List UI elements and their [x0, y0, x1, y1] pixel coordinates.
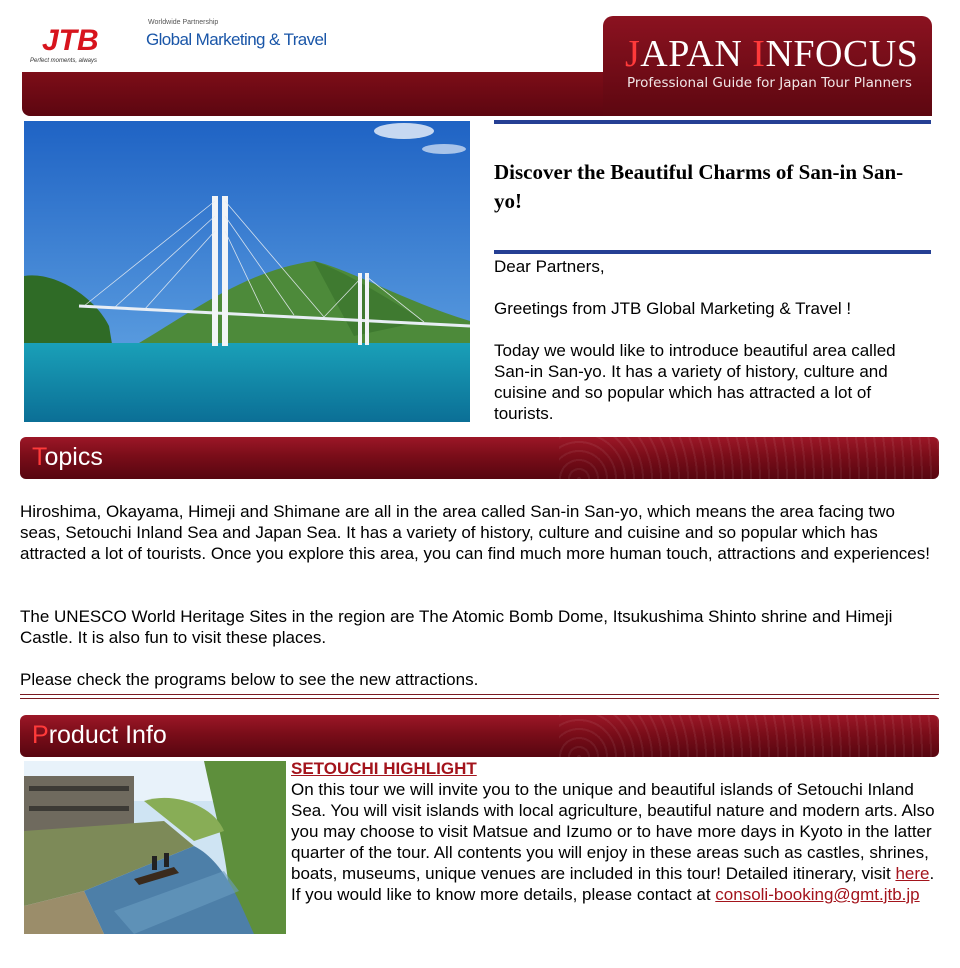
contact-text: If you would like to know more details, please contact at	[291, 885, 716, 904]
topics-paragraph-1: Hiroshima, Okayama, Himeji and Shimane are all in the area called San-in San-yo, which means the area facing two seas, Setouchi Inland Sea and Japan Sea. It has a variety of history, culture and cuisine and so popular which has attracted a lot of tourists. Once you explore this area, you can find much more human touch, attractions and experiences!	[20, 502, 930, 563]
japan-infocus-banner	[603, 16, 932, 116]
canal-boat-photo	[24, 761, 286, 934]
topics-paragraph-3: Please check the programs below to see the new attractions.	[20, 670, 479, 689]
greeting-line: Greetings from JTB Global Marketing & Travel !	[494, 299, 852, 318]
bar-pattern	[559, 715, 939, 757]
topics-paragraph-2: The UNESCO World Heritage Sites in the region are The Atomic Bomb Dome, Itsukushima Shinto shrine and Himeji Castle. It is also fun to visit these places.	[20, 607, 893, 647]
product-title-link[interactable]: SETOUCHI HIGHLIGHT	[291, 759, 477, 778]
greeting-salutation: Dear Partners,	[494, 257, 605, 276]
bridge-landscape-photo	[24, 121, 470, 422]
jtb-logo[interactable]	[40, 22, 102, 58]
product-section-bar	[20, 715, 939, 757]
partner-caption: Worldwide Partnership	[148, 19, 219, 26]
contact-email-link[interactable]: consoli-booking@gmt.jtb.jp	[715, 885, 920, 904]
svg-text:JTB: JTB	[42, 24, 99, 57]
jtb-tagline: Perfect moments, always	[30, 58, 98, 64]
product-description: On this tour we will invite you to the unique and beautiful islands of Setouchi Inland Sea. You will visit islands with local agriculture, beautiful nature and modern arts. Also you may choose to visit Matsue and Izumo or to have more days in Kyoto in the latter quarter of the tour. All contents you will enjoy in these areas such as castles, shrines, boats, museums, unique venues are included in this tour! Detailed itinerary, visit	[291, 780, 935, 883]
product-title: Product Info	[32, 721, 167, 749]
headline-rule-top	[494, 120, 931, 124]
product-item	[291, 758, 941, 905]
bar-pattern	[559, 437, 939, 479]
headline-rule-bottom	[494, 250, 931, 254]
divider-rule	[20, 694, 939, 695]
intro-paragraph: Today we would like to introduce beautiful area called San-in San-yo. It has a variety of history, culture and cuisine and so popular which has attracted a lot of tourists.	[494, 341, 896, 423]
banner-subtitle: Professional Guide for Japan Tour Planners	[627, 75, 912, 91]
page-headline: Discover the Beautiful Charms of San-in San-yo!	[494, 160, 904, 213]
topics-title: Topics	[32, 443, 103, 471]
itinerary-link[interactable]: here	[895, 864, 930, 883]
banner-title: JAPAN INFOCUS	[625, 33, 919, 75]
divider-rule-2	[20, 698, 939, 699]
partner-logo[interactable]: Global Marketing & Travel	[146, 30, 327, 49]
description-period: .	[929, 864, 935, 883]
topics-section-bar	[20, 437, 939, 479]
